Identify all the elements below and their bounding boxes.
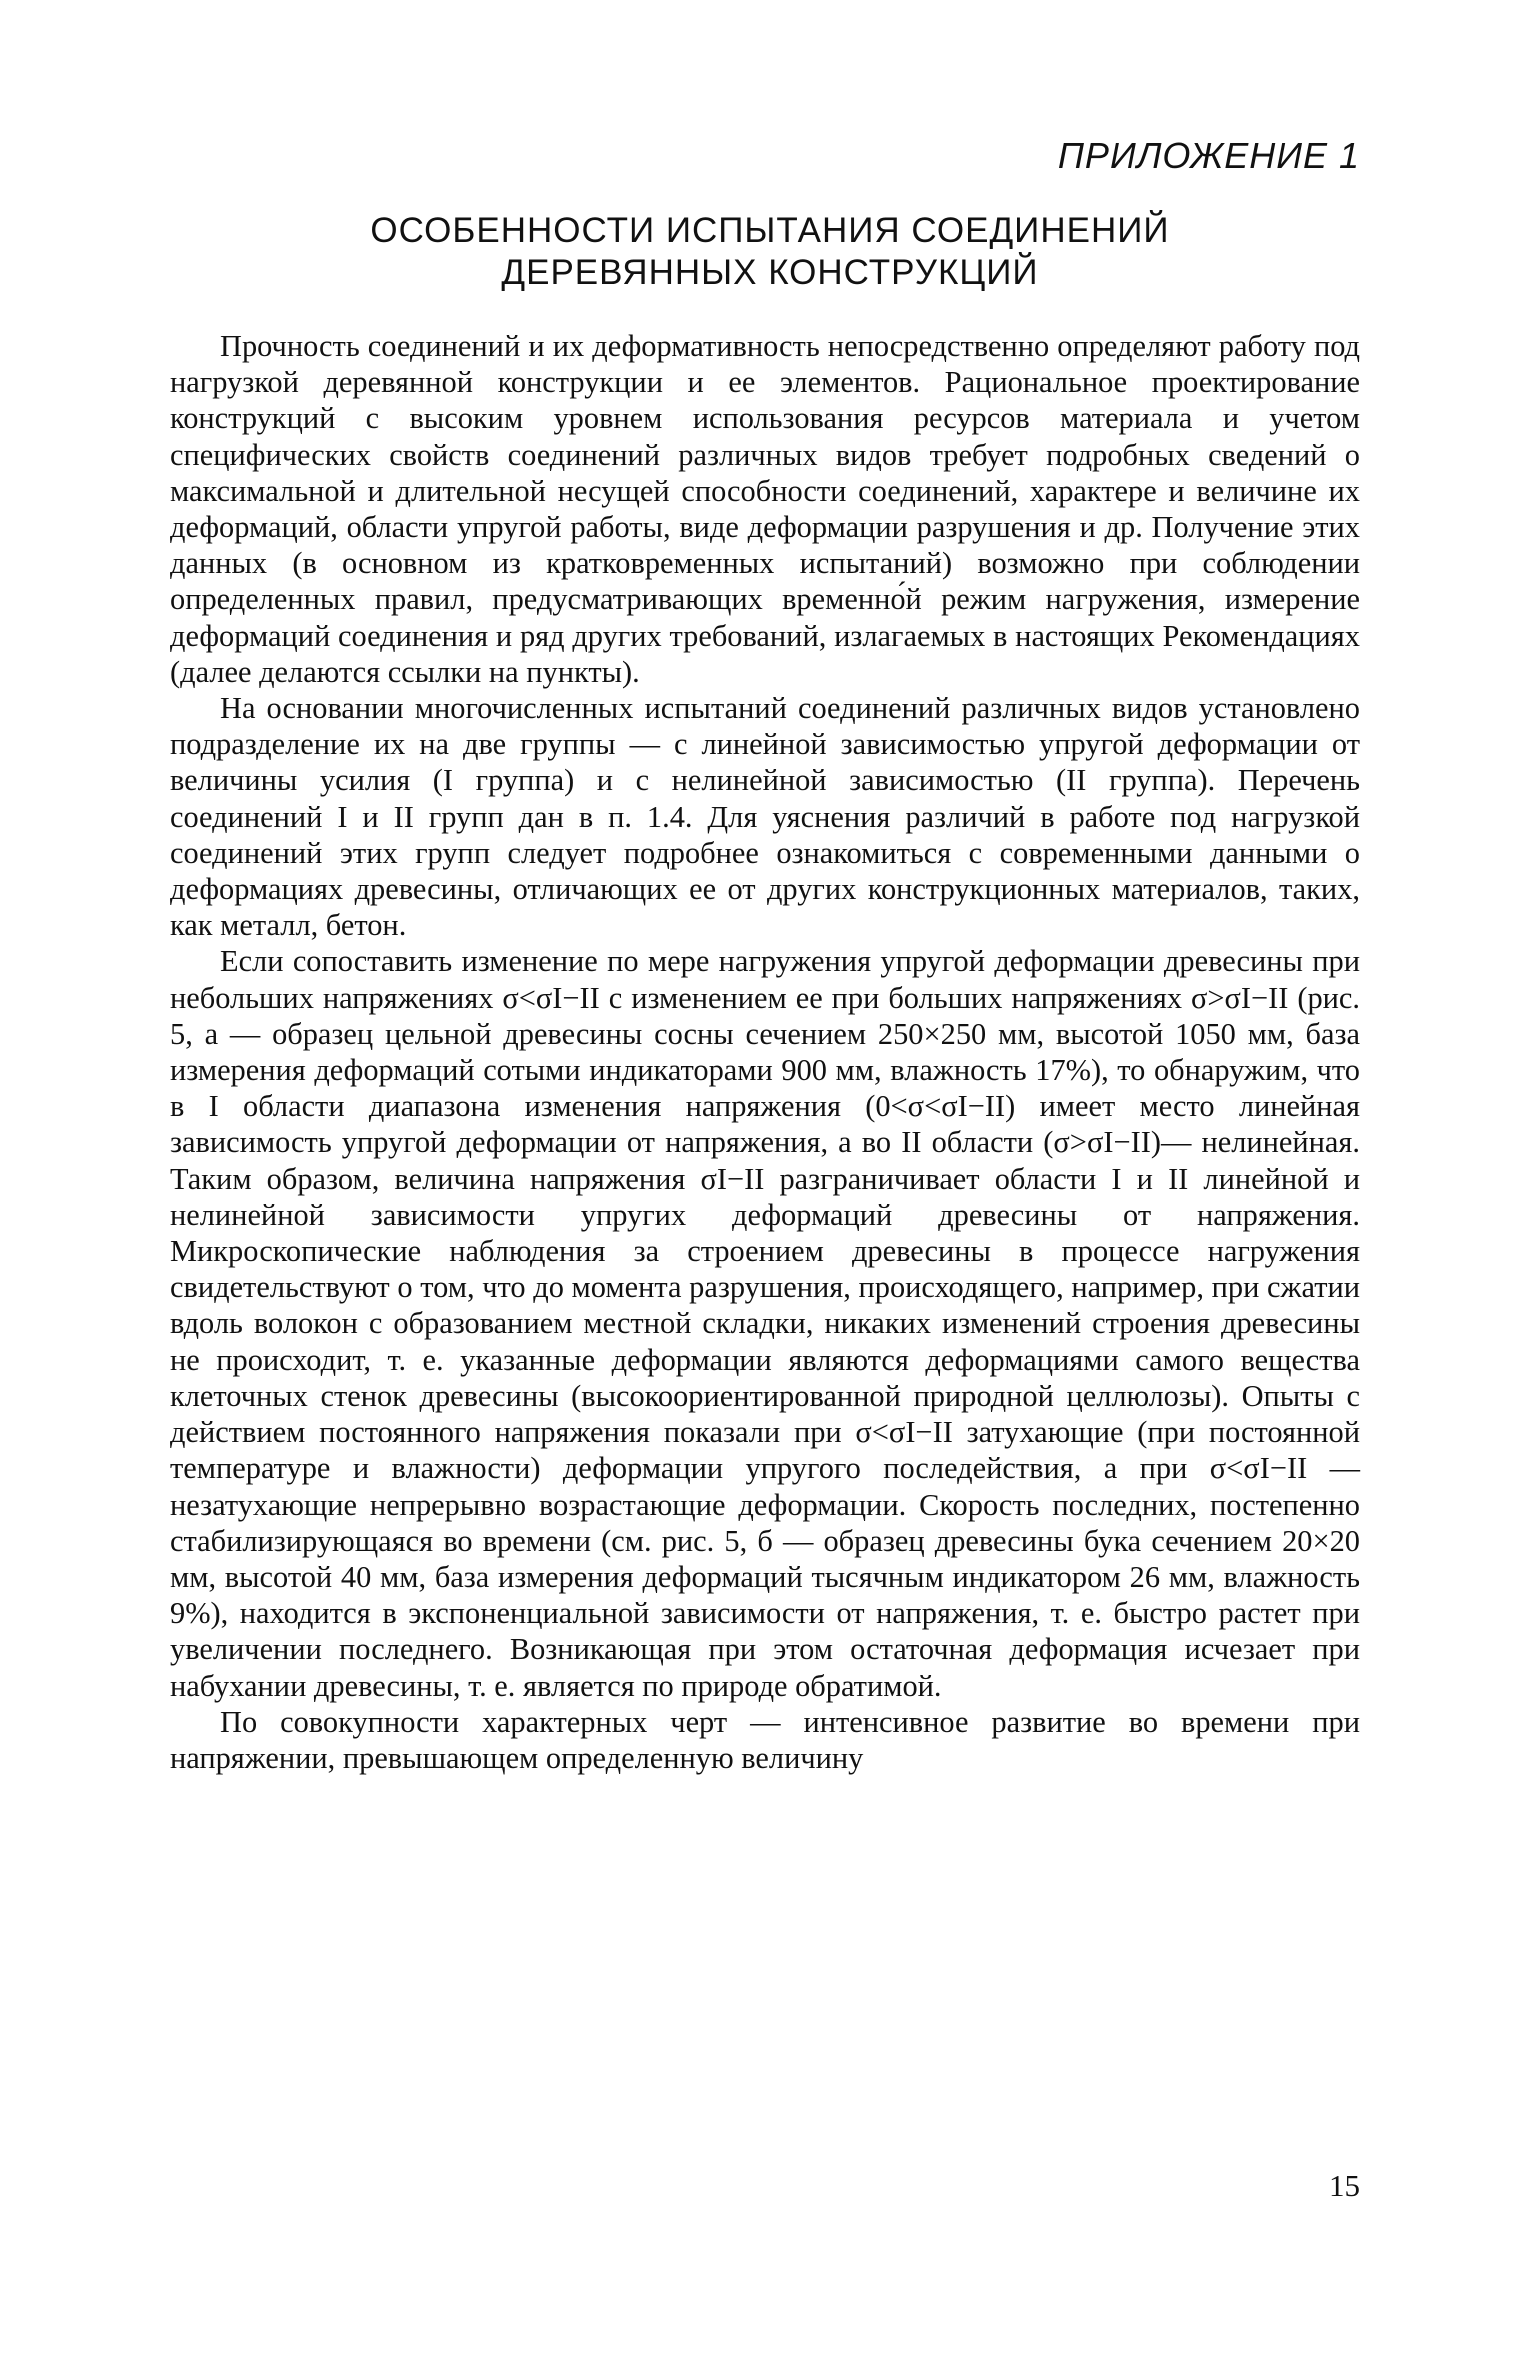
page-number: 15 — [1329, 2168, 1360, 2203]
paragraph-1: Прочность соединений и их деформативность непосредственно определяют работу под нагрузкой деревянной конструкции и ее элементов. Рациональное проектирование конструкций с высоким уровнем использования ресурсов материала и учетом специфических свойств соединений различных видов требует подробных сведений о максимальной и длительной несущей способности соединений, характере и величине их деформаций, области упругой работы, виде деформации разрушения и др. Получение этих данных (в основном из кратковременных испытаний) возможно при соблюдении определенных правил, предусматривающих временно́й режим нагружения, измерение деформаций соединения и ряд других требований, излагаемых в настоящих Рекомендациях (далее делаются ссылки на пункты). — [170, 329, 1360, 689]
body-text — [170, 328, 1360, 1776]
paragraph-4: По совокупности характерных черт — интенсивное развитие во времени при напряжении, превышающем определенную величину — [170, 1704, 1360, 1775]
title-line-2: ДЕРЕВЯННЫХ КОНСТРУКЦИЙ — [501, 253, 1039, 292]
paragraph-3: Если сопоставить изменение по мере нагружения упругой деформации древесины при небольших напряжениях σ<σI−II с изменением ее при больших напряжениях σ>σI−II (рис. 5, а — образец цельной древесины сосны сечением 250×250 мм, высотой 1050 мм, база измерения деформаций сотыми индикаторами 900 мм, влажность 17%), то обнаружим, что в I области диапазона изменения напряжения (0<σ<σI−II) имеет место линейная зависимость упругой деформации от напряжения, а во II области (σ>σI−II)— нелинейная. Таким образом, величина напряжения σI−II разграничивает области I и II линейной и нелинейной зависимости упругих деформаций древесины от напряжения. Микроскопические наблюдения за строением древесины в процессе нагружения свидетельствуют о том, что до момента разрушения, происходящего, например, при сжатии вдоль волокон с образованием местной складки, никаких изменений строения древесины не происходит, т. е. указанные деформации являются деформациями самого вещества клеточных стенок древесины (высокоориентированной природной целлюлозы). Опыты с действием постоянного напряжения показали при σ<σI−II затухающие (при постоянной температуре и влажности) деформации упругого последействия, а при σ<σI−II — незатухающие непрерывно возрастающие деформации. Скорость последних, постепенно стабилизирующаяся во времени (см. рис. 5, б — образец древесины бука сечением 20×20 мм, высотой 40 мм, база измерения деформаций тысячным индикатором 26 мм, влажность 9%), находится в экспоненциальной зависимости от напряжения, т. е. быстро растет при увеличении последнего. Возникающая при этом остаточная деформация исчезает при набухании древесины, т. е. является по природе обратимой. — [170, 944, 1360, 1703]
paragraph-2: На основании многочисленных испытаний соединений различных видов установлено подразделение их на две группы — с линейной зависимостью упругой деформации от величины усилия (I группа) и с нелинейной зависимостью (II группа). Перечень соединений I и II групп дан в п. 1.4. Для уяснения различий в работе под нагрузкой соединений этих групп следует подробнее ознакомиться с современными данными о деформациях древесины, отличающих ее от других конструкционных материалов, таких, как металл, бетон. — [170, 691, 1360, 943]
page-title — [170, 210, 1370, 294]
appendix-label: ПРИЛОЖЕНИЕ 1 — [1057, 135, 1360, 176]
title-line-1: ОСОБЕННОСТИ ИСПЫТАНИЯ СОЕДИНЕНИЙ — [370, 211, 1170, 250]
